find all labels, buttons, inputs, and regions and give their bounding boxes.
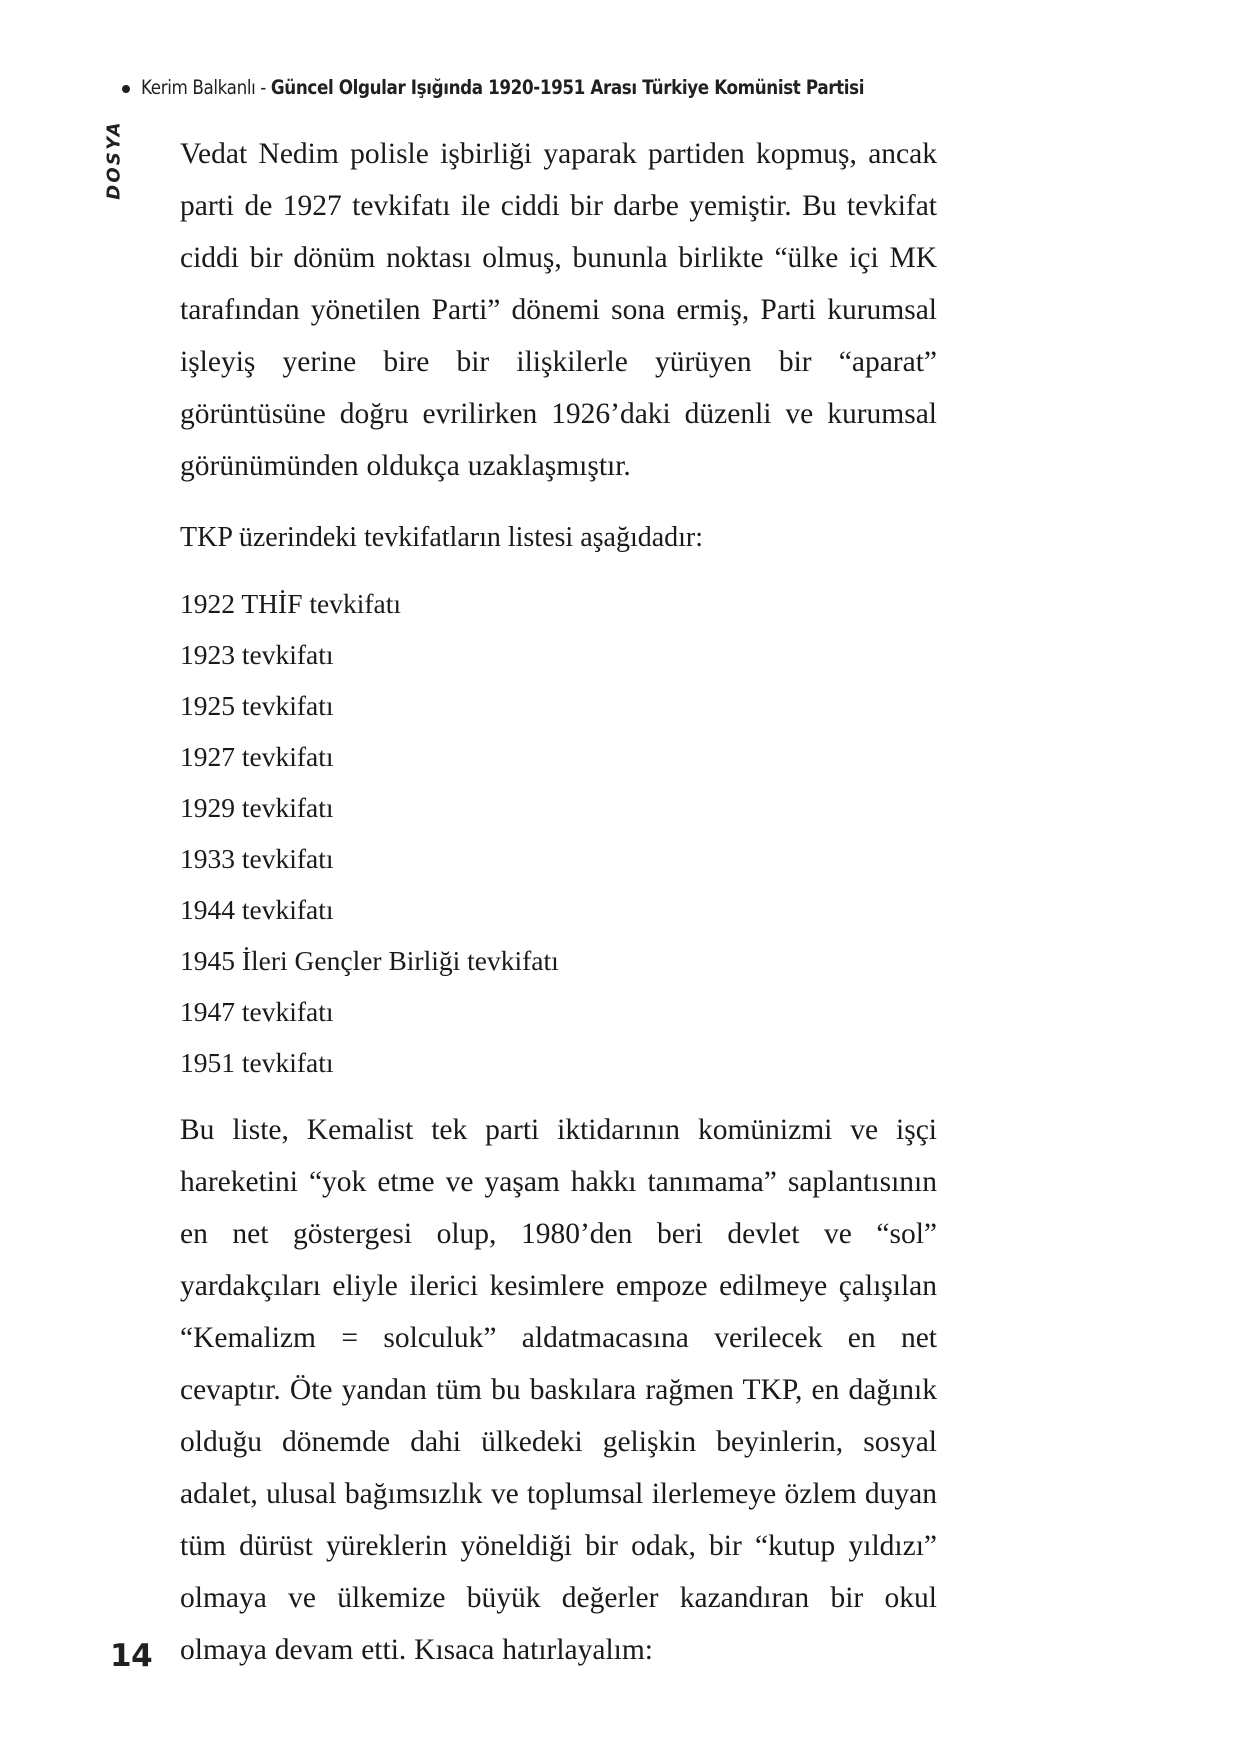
section-tab	[97, 108, 131, 212]
tevkifat-list	[180, 578, 937, 1088]
list-item: 1922 THİF tevkifatı	[180, 588, 401, 619]
list-item: 1951 tevkifatı	[180, 1047, 334, 1078]
list-item: 1923 tevkifatı	[180, 639, 334, 670]
running-header-separator: -	[255, 76, 271, 99]
running-header-title: Güncel Olgular Işığında 1920-1951 Arası Türkiye Komünist Partisi	[270, 76, 865, 99]
list-item: 1929 tevkifatı	[180, 792, 334, 823]
paragraph-one: Vedat Nedim polisle işbirliği yaparak partiden kopmuş, ancak parti de 1927 tevkifatı ile ciddi bir darbe yemiştir. Bu tevkifat ciddi bir dönüm noktası olmuş, bununla birlikte “ülke içi MK tarafından yönetilen Parti” dönemi sona ermiş, Parti kurumsal işleyiş yerine bire bir ilişkilerle yürüyen bir “aparat” görüntüsüne doğru evrilirken 1926’daki düzenli ve kurumsal görünümünden oldukça uzaklaşmıştır.	[180, 138, 937, 482]
running-header	[122, 76, 942, 99]
list-item: 1947 tevkifatı	[180, 996, 334, 1027]
section-tab-label: DOSYA	[103, 120, 125, 200]
list-item: 1933 tevkifatı	[180, 843, 334, 874]
paragraph-two: Bu liste, Kemalist tek parti iktidarının komünizmi ve işçi hareketini “yok etme ve yaşam hakkı tanımama” saplantısının en net göstergesi olup, 1980’den beri devlet ve “sol” yardakçıları eliyle ilerici kesimlere empoze edilmeye çalışılan “Kemalizm = solculuk” aldatmacasına verilecek en net cevaptır. Öte yandan tüm bu baskılara rağmen TKP, en dağınık olduğu dönemde dahi ülkedeki gelişkin beyinlerin, sosyal adalet, ulusal bağımsızlık ve toplumsal ilerlemeye özlem duyan tüm dürüst yüreklerin yöneldiği bir odak, bir “kutup yıldızı” olmaya ve ülkemize büyük değerler kazandıran bir okul olmaya devam etti. Kısaca hatırlayalım:	[180, 1114, 937, 1666]
list-item: 1944 tevkifatı	[180, 894, 334, 925]
text-column	[180, 128, 937, 1676]
page-number: 14	[110, 1638, 153, 1674]
list-item: 1927 tevkifatı	[180, 741, 334, 772]
list-item: 1945 İleri Gençler Birliği tevkifatı	[180, 945, 559, 976]
running-header-text	[141, 76, 864, 99]
list-item: 1925 tevkifatı	[180, 690, 334, 721]
bullet-icon	[122, 85, 130, 93]
list-intro: TKP üzerindeki tevkifatların listesi aşağıdadır:	[180, 522, 704, 553]
running-header-author: Kerim Balkanlı	[141, 76, 256, 99]
